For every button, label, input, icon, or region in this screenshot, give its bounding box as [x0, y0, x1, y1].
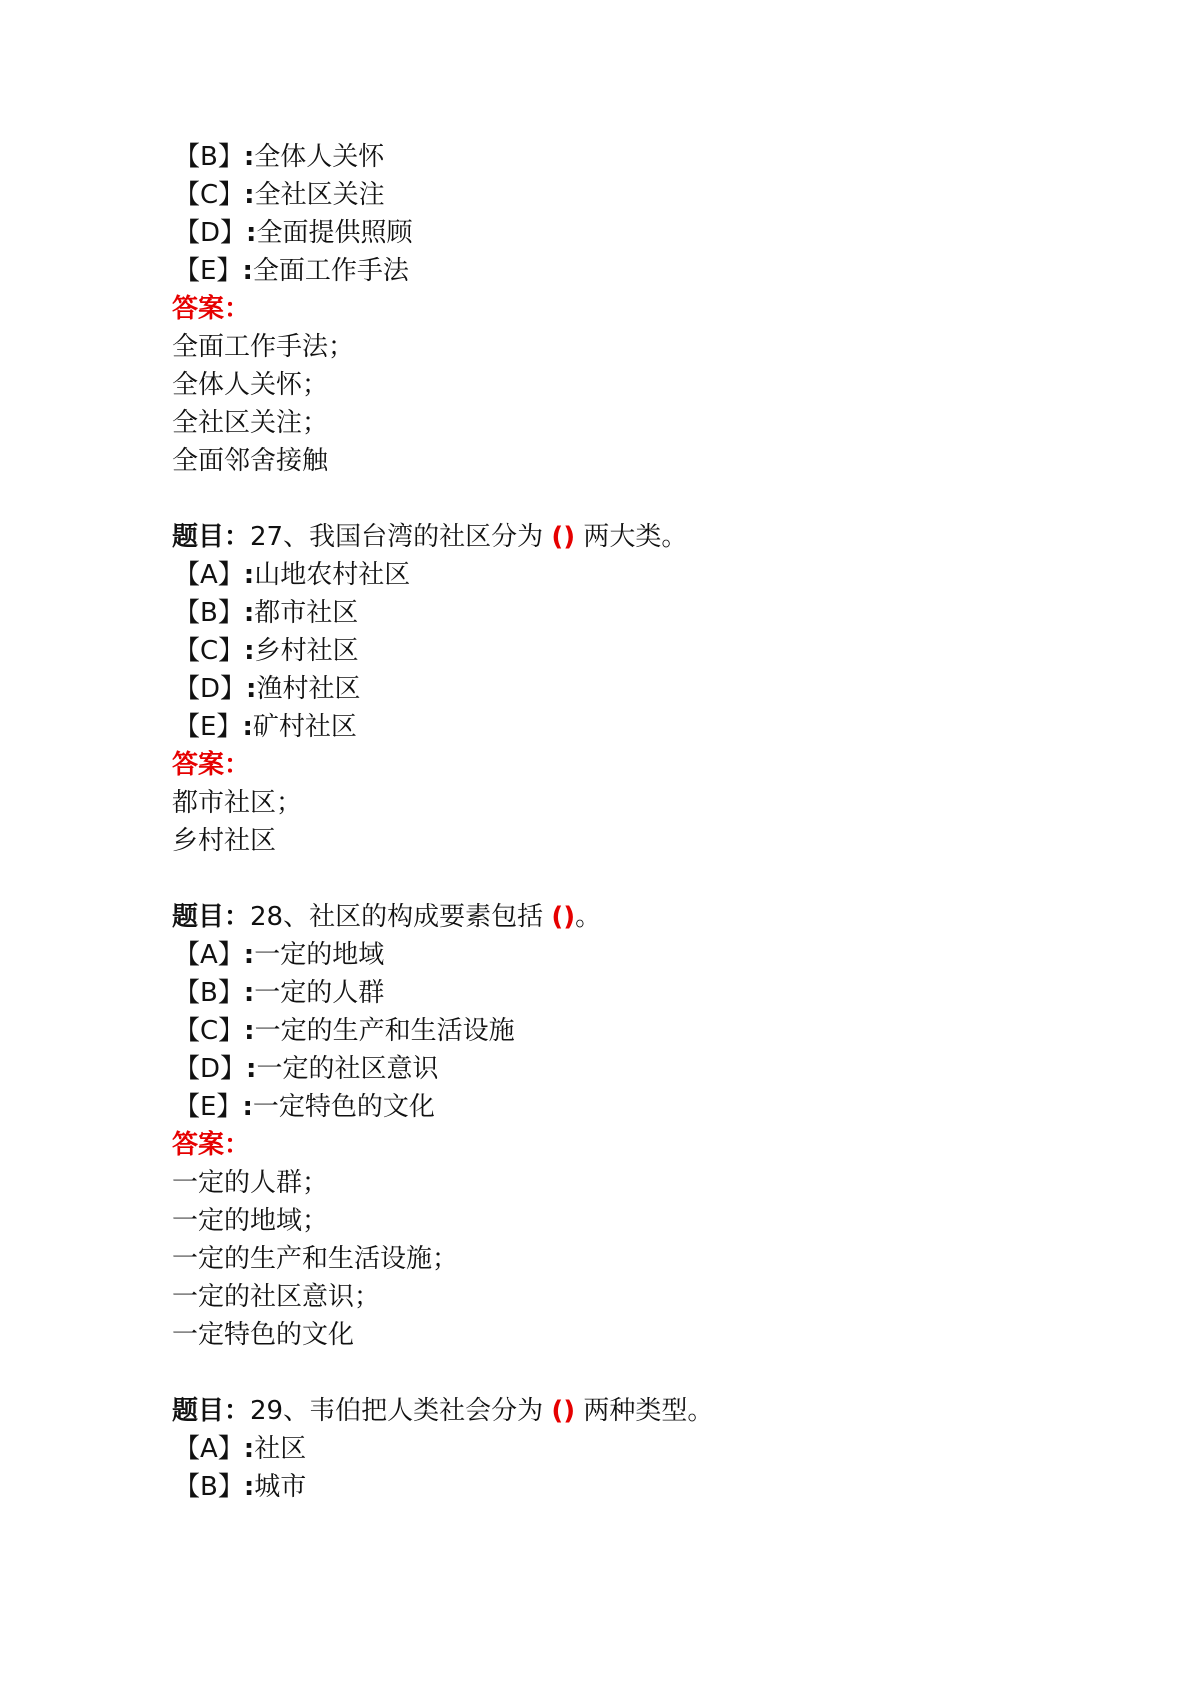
option-d: 【D】:全面提供照顾 [174, 218, 413, 248]
option-e: 【E】:全面工作手法 [174, 256, 409, 286]
answer-item: 一定的生产和生活设施； [172, 1244, 459, 1274]
document-page [172, 138, 1072, 1506]
answer-item: 乡村社区 [172, 826, 277, 856]
question-label: 题目： [172, 902, 251, 932]
option-c: 【C】:全社区关注 [174, 180, 385, 210]
option-c: 【C】:一定的生产和生活设施 [174, 1016, 515, 1046]
answer-item: 都市社区； [172, 788, 303, 818]
answer-item: 全面工作手法； [172, 332, 355, 362]
spacer [172, 480, 1072, 518]
option-d: 【D】:一定的社区意识 [174, 1054, 439, 1084]
answer-item: 一定的地域； [172, 1206, 329, 1236]
answer-item: 全社区关注； [172, 408, 329, 438]
question-label: 题目： [172, 522, 251, 552]
blank-paren: () [551, 522, 576, 552]
answer-label: 答案： [172, 1130, 251, 1160]
question-27-stem: 题目：27、我国台湾的社区分为 () 两大类。 [172, 522, 688, 552]
question-28-stem: 题目：28、社区的构成要素包括 ()。 [172, 902, 602, 932]
question-29-stem: 题目：29、韦伯把人类社会分为 () 两种类型。 [172, 1396, 714, 1426]
option-b: 【B】:一定的人群 [174, 978, 385, 1008]
blank-paren: () [551, 902, 576, 932]
option-b: 【B】:城市 [174, 1472, 307, 1502]
answer-item: 全体人关怀； [172, 370, 329, 400]
question-26-answers [172, 328, 1072, 480]
option-c: 【C】:乡村社区 [174, 636, 359, 666]
answer-item: 全面邻舍接触 [172, 446, 329, 476]
answer-label: 答案： [172, 750, 251, 780]
option-e: 【E】:一定特色的文化 [174, 1092, 435, 1122]
spacer [172, 1354, 1072, 1392]
answer-label: 答案： [172, 294, 251, 324]
answer-item: 一定特色的文化 [172, 1320, 355, 1350]
option-a: 【A】:社区 [174, 1434, 307, 1464]
blank-paren: () [551, 1396, 576, 1426]
question-26-options [172, 138, 1072, 290]
option-e: 【E】:矿村社区 [174, 712, 357, 742]
question-label: 题目： [172, 1396, 251, 1426]
answer-item: 一定的社区意识； [172, 1282, 381, 1312]
option-b: 【B】:全体人关怀 [174, 142, 385, 172]
option-b: 【B】:都市社区 [174, 598, 359, 628]
option-a: 【A】:山地农村社区 [174, 560, 411, 590]
spacer [172, 860, 1072, 898]
option-d: 【D】:渔村社区 [174, 674, 361, 704]
option-a: 【A】:一定的地域 [174, 940, 385, 970]
answer-item: 一定的人群； [172, 1168, 329, 1198]
